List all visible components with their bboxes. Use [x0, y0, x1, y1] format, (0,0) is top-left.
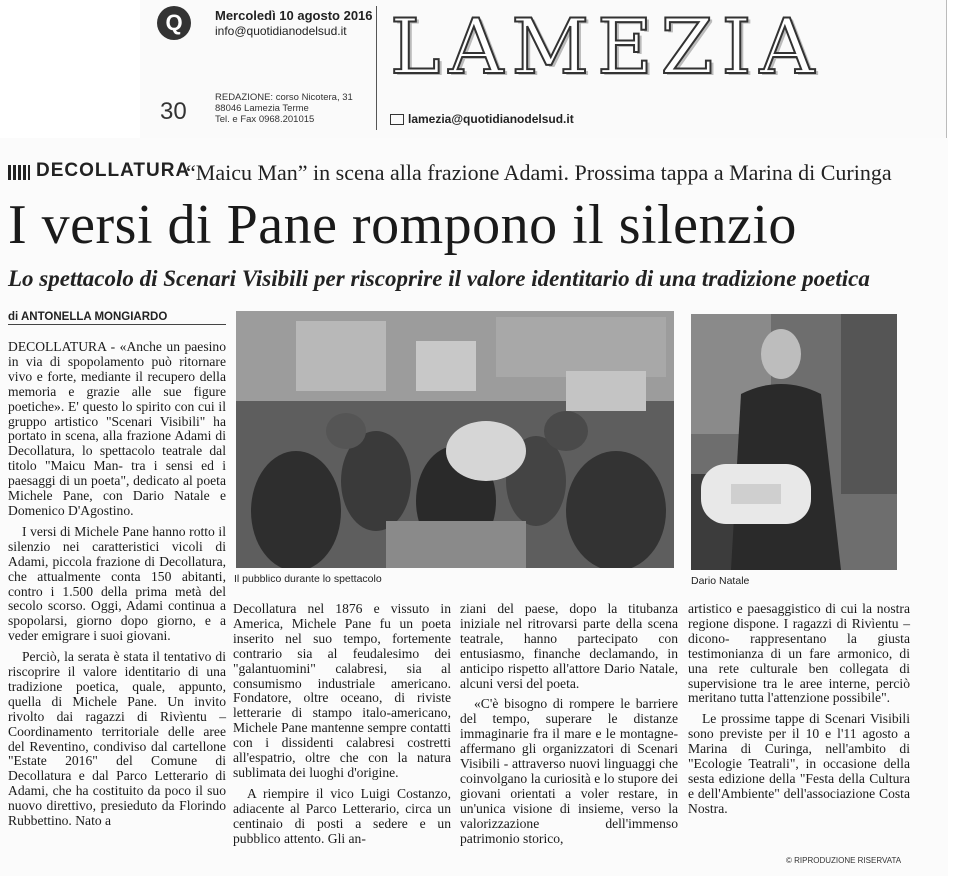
photo-caption: Il pubblico durante lo spettacolo: [234, 573, 382, 585]
paragraph: artistico e paesaggistico di cui la nostra regione dispone. I ragazzi di Rivìentu – dicono- rappresentano la giusta testimonianza di un fare armonico, di una rete culturale ben collegata di supervisione tra le aree interne, perciò meritano tutta l'attenzione possibile".: [688, 601, 910, 706]
section-title: LAMEZIA: [390, 2, 823, 91]
photo-audience-image: [236, 311, 674, 568]
article-byline: di ANTONELLA MONGIARDO: [8, 311, 226, 325]
article-subhead: Lo spettacolo di Scenari Visibili per riscoprire il valore identitario di una tradizione poetica: [8, 266, 870, 291]
kicker-bars-icon: [8, 165, 30, 180]
paragraph: A riempire il vico Luigi Costanzo, adiacente al Parco Letterario, circa un centinaio di posti a sedere e un pubblico attento. Gli an-: [233, 785, 451, 846]
envelope-icon: [390, 114, 404, 125]
redazione-line: 88046 Lamezia Terme: [215, 103, 309, 114]
issue-date: Mercoledì 10 agosto 2016: [215, 8, 373, 23]
article-occhiello: “Maicu Man” in scena alla frazione Adami. Prossima tappa a Marina di Curinga: [186, 160, 892, 185]
photo-audience: [236, 311, 674, 568]
paragraph: DECOLLATURA - «Anche un paesino in via di spopolamento può ritornare vivo e forte, mediante il recupero della memoria e grazie alle sue figure poetiche». E' questo lo spirito con cui il gruppo artistico "Scenari Visibili" ha portato in scena, alla frazione Adami di Decollatura, lo spettacolo teatrale dal titolo "Maicu Man- tra i sensi ed i paesaggi di un poeta", dedicato al poeta Michele Pane, con Dario Natale e Domenico D'Agostino.: [8, 339, 226, 518]
paragraph: Le prossime tappe di Scenari Visibili sono previste per il 10 e l'11 agosto a Marina di Curinga, nell'ambito di "Ecologie Teatrali", in occasione della sesta edizione della "Festa della Cultura e dell'Ambiente" dell'associazione Costa Nostra.: [688, 711, 910, 816]
article-column-2: [233, 602, 451, 847]
newspaper-email: info@quotidianodelsud.it: [215, 24, 347, 38]
quotidiano-logo: Q: [157, 6, 191, 40]
paragraph: Perciò, la serata è stata il tentativo di riscoprire il valore identitario di una tradizione poetica, quale, appunto, quella di Michele Pane. Un invito rivolto dai ragazzi di Rivìentu – Coordinamento territoriale delle aree del Reventino, condiviso dal cartellone "Estate 2016" del Comune di Decollatura e dal Parco Letterario di Adami, che ha costituito da poco il suo nuovo direttivo, presieduto da Florindo Rubbettino. Nato a: [8, 649, 226, 829]
photo-actor-image: [691, 314, 897, 570]
article-column-4: [688, 602, 910, 817]
redazione-line: REDAZIONE: corso Nicotera, 31: [215, 92, 353, 103]
page-number: 30: [160, 98, 187, 125]
paragraph: ziani del paese, dopo la titubanza iniziale nel ritrovarsi parte della scena teatrale, hanno partecipato con entusiasmo, finanche declamando, in anticipo rispetto all'attore Dario Natale, alcuni versi del poeta.: [460, 601, 678, 691]
redazione-line: Tel. e Fax 0968.201015: [215, 114, 315, 125]
article-kicker: DECOLLATURA: [36, 160, 191, 181]
redazione-info: [215, 92, 375, 125]
photo-actor: [691, 314, 897, 570]
section-email: lamezia@quotidianodelsud.it: [408, 112, 574, 126]
masthead-divider: [376, 6, 377, 130]
article-headline: I versi di Pane rompono il silenzio: [8, 194, 797, 256]
paragraph: «C'è bisogno di rompere le barriere del tempo, superare le distanze immaginarie fra il mare e le montagne- affermano gli organizzatori di Scenari Visibili - attraverso nuovi linguaggi che coinvolgano la curiosità e lo stupore dei giovani orientati a voler restare, in un'unica visione di insieme, verso la valorizzazione dell'immenso patrimonio storico,: [460, 696, 678, 846]
article-column-3: [460, 602, 678, 847]
paragraph: I versi di Michele Pane hanno rotto il silenzio nei caratteristici vicoli di Adami, piccola frazione di Decollatura, che attualmente conta 150 abitanti, contro i 1.500 della prima metà del secolo scorso. Oggi, Adami continua a spopolarsi, giorno dopo giorno, e a veder emigrare i suoi giovani.: [8, 523, 226, 644]
copyright-credit: © RIPRODUZIONE RISERVATA: [786, 856, 902, 865]
paragraph: Decollatura nel 1876 e vissuto in America, Michele Pane fu un poeta inserito nel suo tempo, fortemente contrario sia al feudalesimo dei "galantuomini" calabresi, sia al consumismo industriale americano. Fondatore, oltre oceano, di riviste letterarie di stampo italo-americano, Michele Pane mantenne sempre contatti con i dissidenti calabresi costretti all'espatrio, oltre che con la natura sublimata dei luoghi d'origine.: [233, 601, 451, 780]
article-column-1: [8, 340, 226, 829]
photo-caption: Dario Natale: [691, 575, 750, 587]
